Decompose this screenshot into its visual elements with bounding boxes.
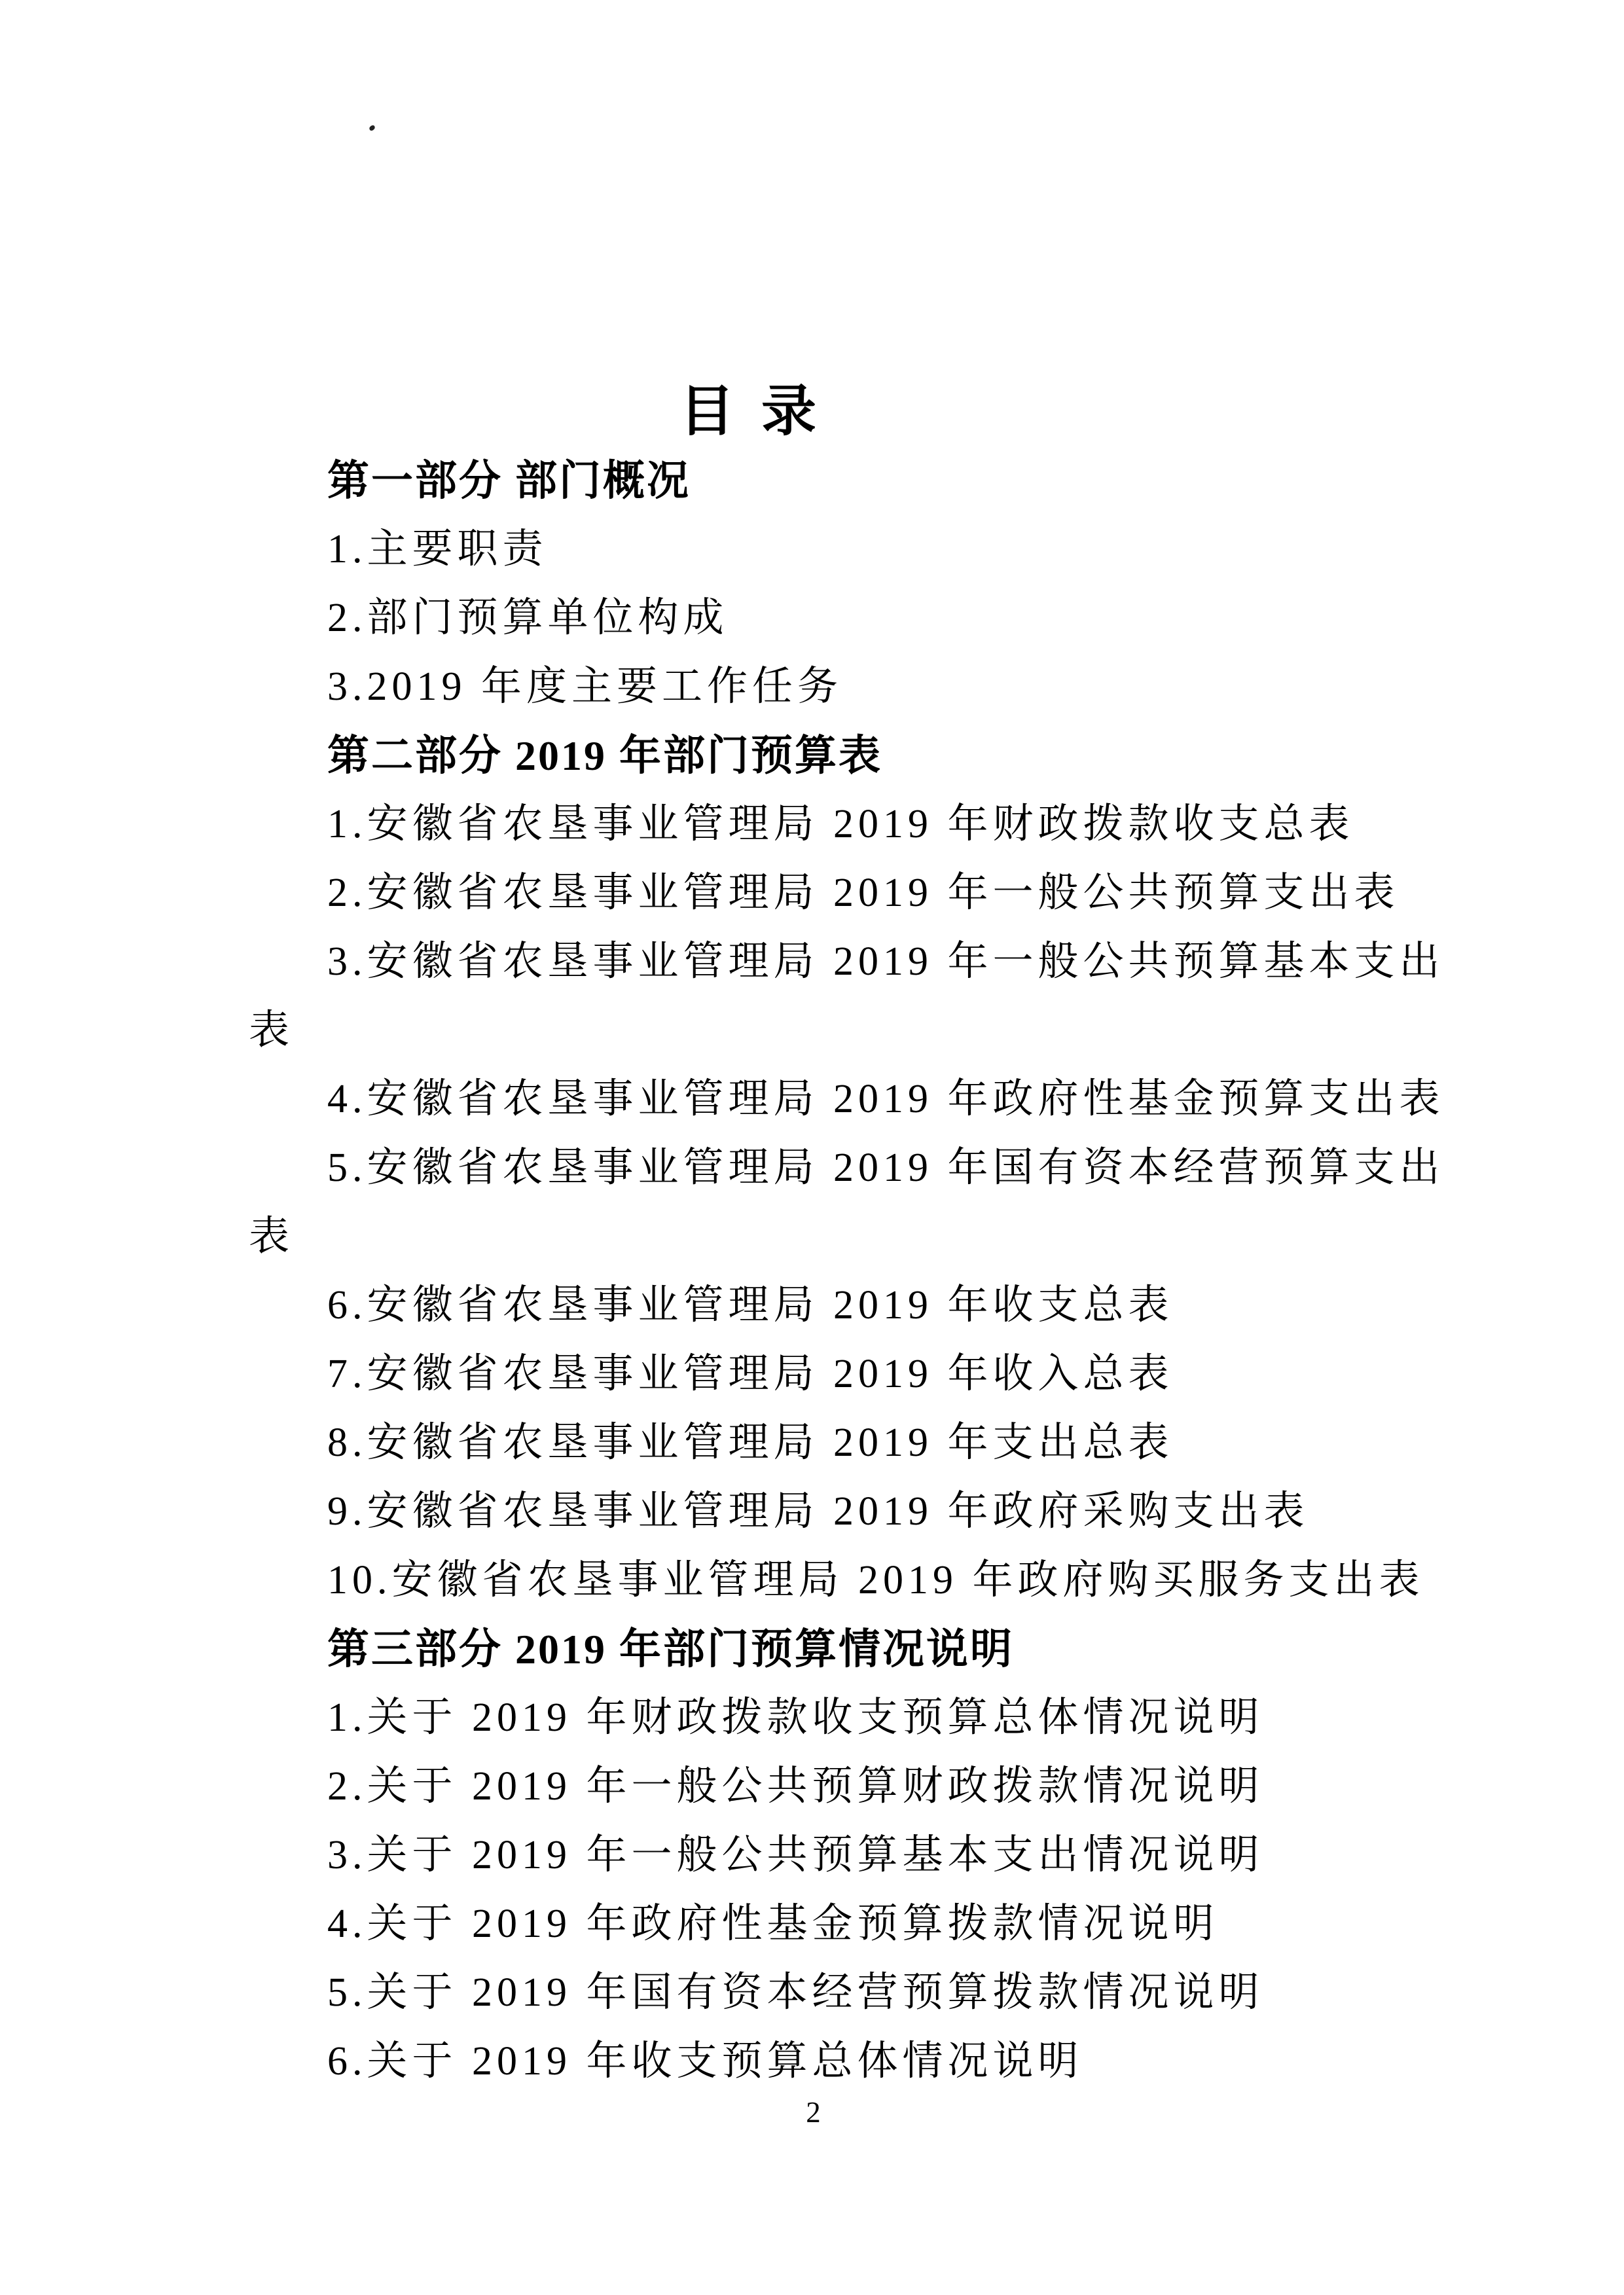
toc-item: 2.安徽省农垦事业管理局 2019 年一般公共预算支出表 xyxy=(327,871,1399,915)
toc-item: 4.安徽省农垦事业管理局 2019 年政府性基金预算支出表 xyxy=(327,1077,1445,1121)
toc-item: 7.安徽省农垦事业管理局 2019 年收入总表 xyxy=(327,1352,1174,1396)
toc-item: 1.主要职责 xyxy=(327,527,548,571)
toc-item: 4.关于 2019 年政府性基金预算拨款情况说明 xyxy=(327,1902,1219,1946)
toc-item: 6.安徽省农垦事业管理局 2019 年收支总表 xyxy=(327,1283,1174,1328)
toc-item: 1.关于 2019 年财政拨款收支预算总体情况说明 xyxy=(327,1695,1264,1740)
toc-item: 3.关于 2019 年一般公共预算基本支出情况说明 xyxy=(327,1833,1264,1877)
toc-item: 3.安徽省农垦事业管理局 2019 年一般公共预算基本支出 xyxy=(327,939,1445,984)
toc-item: 5.关于 2019 年国有资本经营预算拨款情况说明 xyxy=(327,1970,1264,2015)
toc-item: 5.安徽省农垦事业管理局 2019 年国有资本经营预算支出 xyxy=(327,1146,1445,1190)
scan-speck-artifact xyxy=(369,124,376,132)
toc-item: 6.关于 2019 年收支预算总体情况说明 xyxy=(327,2039,1083,2084)
toc-item: 3.2019 年度主要工作任务 xyxy=(327,664,843,709)
toc-content xyxy=(249,378,1445,2129)
toc-item: 9.安徽省农垦事业管理局 2019 年政府采购支出表 xyxy=(327,1489,1309,1534)
toc-item: 2.部门预算单位构成 xyxy=(327,596,729,640)
section-1-heading: 第一部分 部门概况 xyxy=(327,458,691,504)
page-number: 2 xyxy=(806,2096,821,2129)
toc-item: 2.关于 2019 年一般公共预算财政拨款情况说明 xyxy=(327,1764,1264,1809)
section-2-heading: 第二部分 2019 年部门预算表 xyxy=(327,732,882,779)
section-3-heading: 第三部分 2019 年部门预算情况说明 xyxy=(327,1626,1014,1672)
toc-item-continuation: 表 xyxy=(249,1214,295,1259)
toc-item: 8.安徽省农垦事业管理局 2019 年支出总表 xyxy=(327,1420,1174,1465)
toc-item-continuation: 表 xyxy=(249,1008,295,1053)
toc-item: 1.安徽省农垦事业管理局 2019 年财政拨款收支总表 xyxy=(327,802,1354,846)
toc-title: 目 录 xyxy=(679,382,823,443)
toc-item: 10.安徽省农垦事业管理局 2019 年政府购买服务支出表 xyxy=(327,1558,1424,1602)
